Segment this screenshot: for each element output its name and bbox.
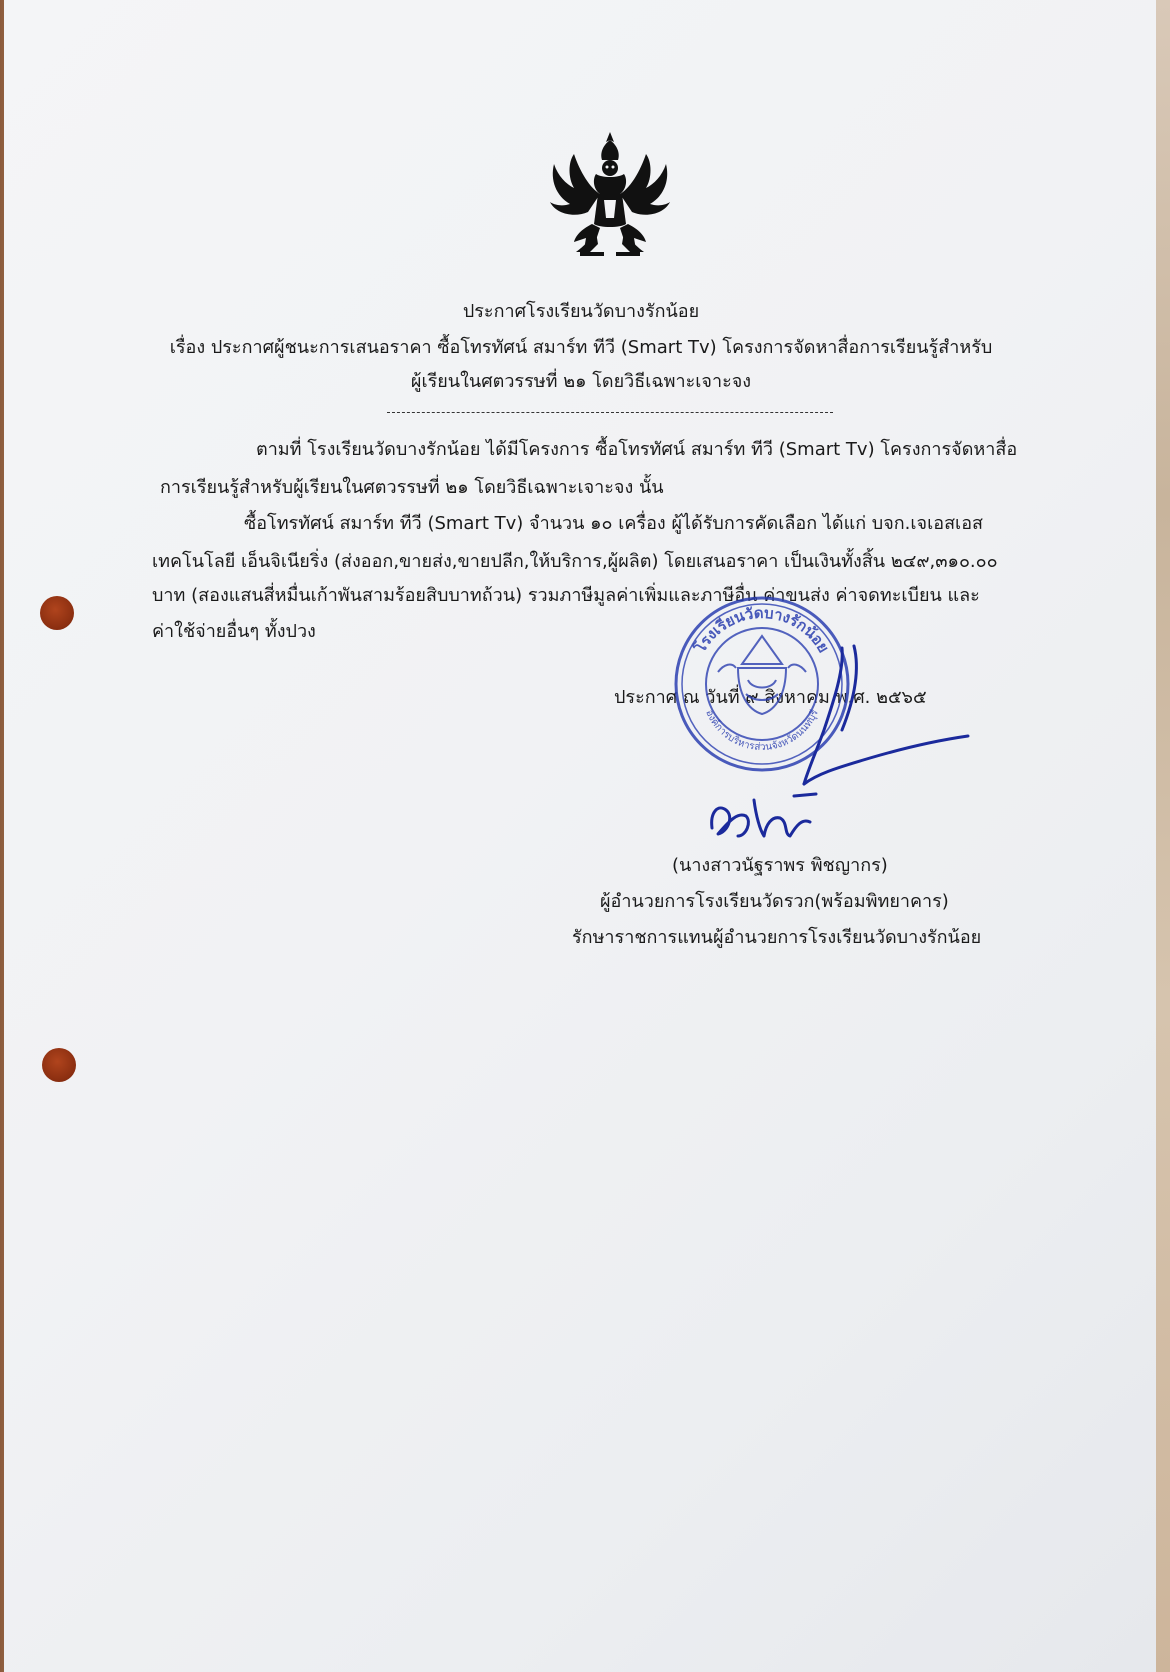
announce-date: ประกาศ ณ วันที่ ๙ สิงหาคม พ.ศ. ๒๕๖๕ [614,687,927,708]
subject-line-2: ผู้เรียนในศตวรรษที่ ๒๑ โดยวิธีเฉพาะเจาะจง [410,371,752,392]
signer-position-1: ผู้อำนวยการโรงเรียนวัดรวก(พร้อมพิทยาคาร) [600,891,949,912]
para2-line1: ซื้อโทรทัศน์ สมาร์ท ทีวี (Smart Tv) จำนวน ๑๐ เครื่อง ผู้ได้รับการคัดเลือก ได้แก่ บจก.เจเอสเอส [244,513,984,534]
seal-text-top: โรงเรียนวัดบางรักน้อย [691,603,833,656]
signer-position-2: รักษาราชการแทนผู้อำนวยการโรงเรียนวัดบางรักน้อย [572,927,982,948]
punch-hole-top [40,596,74,630]
para1-line2: การเรียนรู้สำหรับผู้เรียนในศตวรรษที่ ๒๑ โดยวิธีเฉพาะเจาะจง นั้น [160,477,664,498]
garuda-emblem-icon [540,128,680,268]
para2-line2: เทคโนโลยี เอ็นจิเนียริ่ง (ส่งออก,ขายส่ง,ขายปลีก,ให้บริการ,ผู้ผลิต) โดยเสนอราคา เป็นเงินทั้งสิ้น ๒๔๙,๓๑๐.๐๐ [152,551,998,572]
subject-line-1: เรื่อง ประกาศผู้ชนะการเสนอราคา ซื้อโทรทัศน์ สมาร์ท ทีวี (Smart Tv) โครงการจัดหาสื่อการเรียนรู้สำหรับ [169,337,993,358]
para2-line4: ค่าใช้จ่ายอื่นๆ ทั้งปวง [152,621,316,642]
para1-line1: ตามที่ โรงเรียนวัดบางรักน้อย ได้มีโครงการ ซื้อโทรทัศน์ สมาร์ท ทีวี (Smart Tv) โครงการจัดหาสื่อ [256,439,1018,460]
header-divider [387,400,833,413]
signer-name: (นางสาวนัฐราพร พิชญากร) [672,855,888,876]
paper-sheet [4,0,1158,1672]
para2-line3: บาท (สองแสนสี่หมื่นเก้าพันสามร้อยสิบบาทถ้วน) รวมภาษีมูลค่าเพิ่มและภาษีอื่น ค่าขนส่ง ค่าจดทะเบียน และ [152,585,980,606]
paper-right-edge [1156,0,1170,1672]
announcement-title: ประกาศโรงเรียนวัดบางรักน้อย [462,301,700,322]
handwritten-signature [704,640,984,850]
seal-text-bottom: องค์การบริหารส่วนจังหวัดนนทบุรี [703,708,821,754]
punch-hole-bottom [42,1048,76,1082]
